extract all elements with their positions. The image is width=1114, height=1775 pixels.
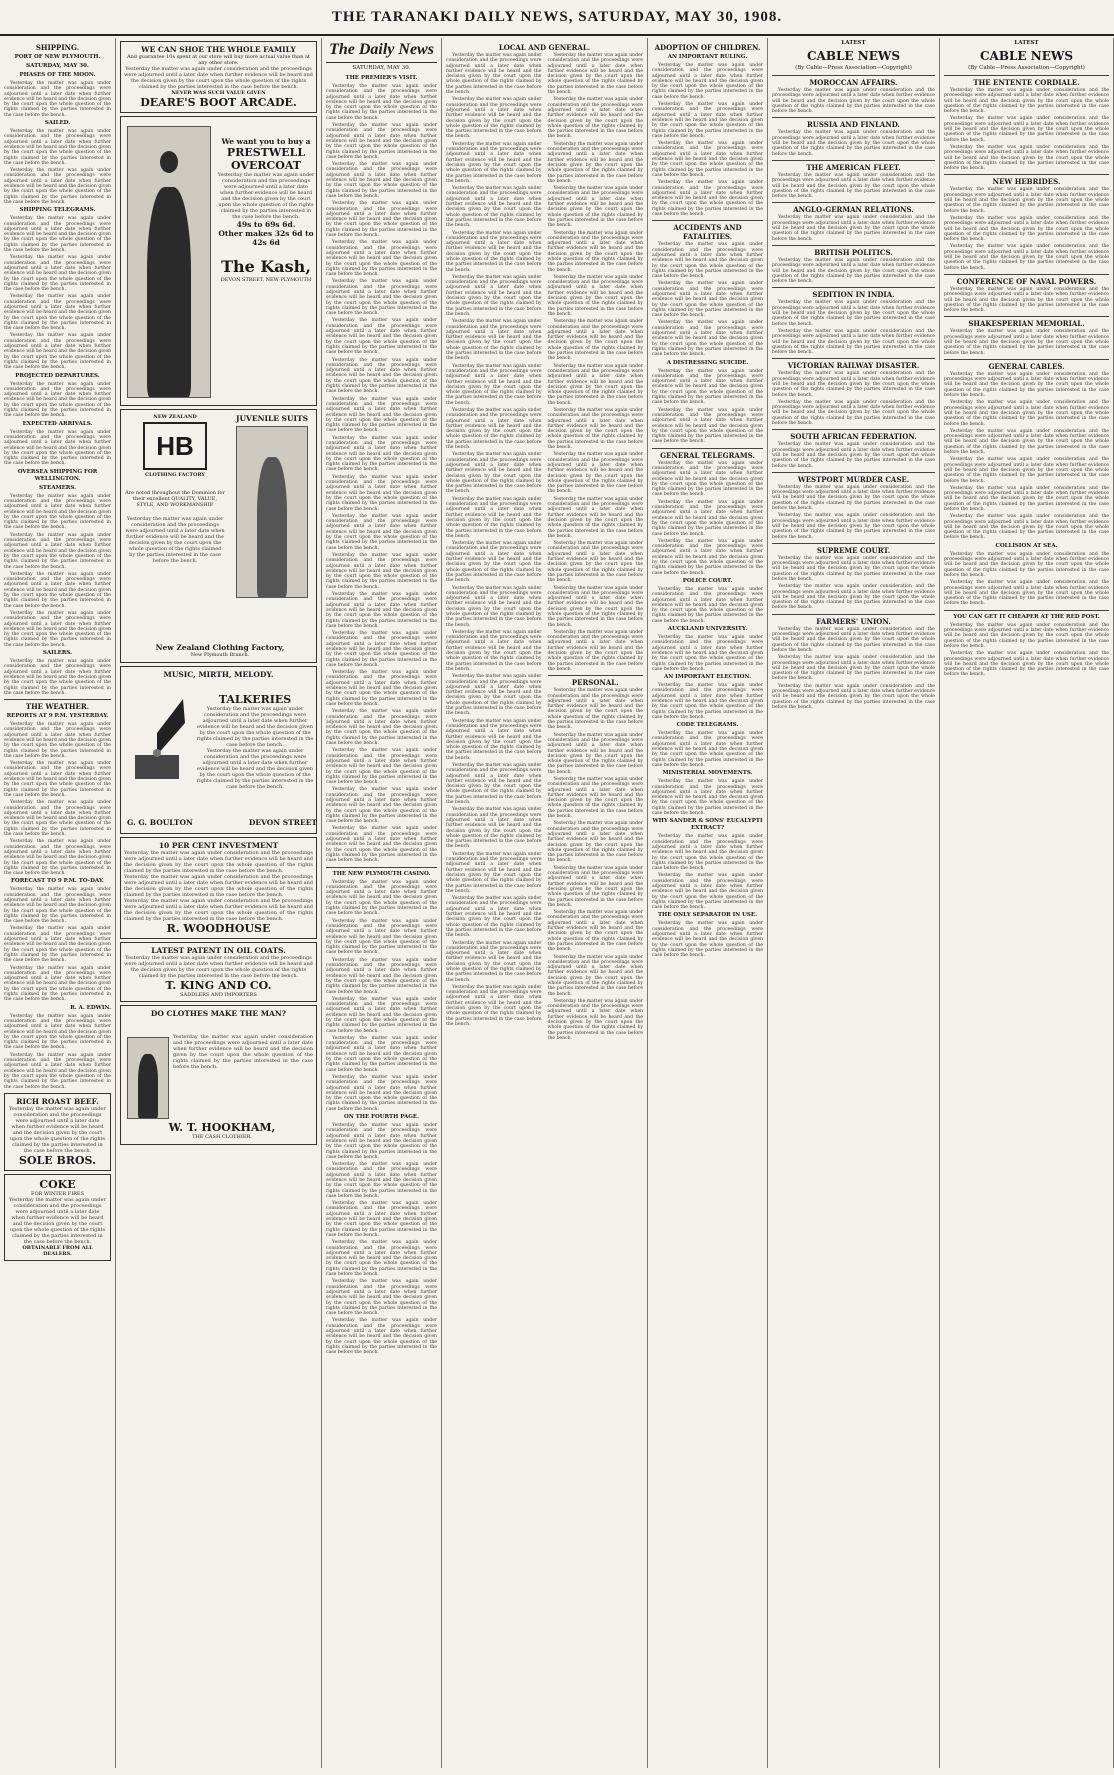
editorial-text-16: Yesterday the matter was again under consideration and the proceedings were adjourned until a later date when further evidence will be heard and the decision given by the court upon the whole question of the rights claimed by the parties interested in the case before the bench.: [326, 670, 437, 707]
local-b-9: Yesterday the matter was again under consideration and the proceedings were adjourned until a later date when further evidence will be heard and the decision given by the court upon the whole question of the rights claimed by the parties interested in the case before the bench.: [547, 408, 643, 451]
shakespeare-heading: SHAKESPERIAN MEMORIAL.: [944, 316, 1109, 328]
departures-text: Yesterday the matter was again under consideration and the proceedings were adjourned until a later date when further evidence will be heard and the decision given by the court upon the whole question of the rights claimed by the parties interested in the case before the bench.: [4, 381, 111, 419]
red-post-1: Yesterday the matter was again under consideration and the proceedings were adjourned until a later date when further evidence will be heard and the decision given by the court upon the whole question of the rights claimed by the parties interested in the case before the bench.: [944, 622, 1109, 649]
hookham-ad: [120, 1005, 317, 1145]
coke-sub: FOR WINTER FIRES: [30, 1190, 85, 1197]
anglo-heading: ANGLO-GERMAN RELATIONS.: [772, 202, 935, 214]
entente-heading: THE ENTENTE CORDIALE.: [944, 75, 1109, 87]
hookham-name: W. T. HOOKHAM,: [168, 1121, 276, 1134]
westport-2: Yesterday the matter was again under consideration and the proceedings were adjourned until a later date when further evidence will be heard and the decision given by the court upon the whole question of the rights claimed by the parties interested in the case before the bench.: [772, 513, 935, 540]
farmers-2: Yesterday the matter was again under consideration and the proceedings were adjourned until a later date when further evidence will be heard and the decision given by the court upon the whole question of the rights claimed by the parties interested in the case before the bench.: [772, 655, 935, 682]
hebrides-3: Yesterday the matter was again under consideration and the proceedings were adjourned until a later date when further evidence will be heard and the decision given by the court upon the whole question of the rights claimed by the parties interested in the case before the bench.: [944, 244, 1109, 271]
railway-2: Yesterday the matter was again under consideration and the proceedings were adjourned until a later date when further evidence will be heard and the decision given by the court upon the whole question of the rights claimed by the parties interested in the case before the bench.: [772, 399, 935, 427]
kash-coat: PRESTWELL OVERCOAT: [226, 146, 306, 172]
safed-1: Yesterday the matter was again under consideration and the proceedings were adjourned until a later date when further evidence will be heard and the decision given by the court upon the whole question of the rights claimed by the parties interested in the case before the bench.: [772, 442, 935, 469]
local-subcolumn-b: [548, 53, 644, 1043]
cash-clothier: THE CASH CLOTHIER.: [192, 1134, 252, 1140]
farmers-heading: FARMERS' UNION.: [772, 614, 935, 626]
shoe-heading: WE CAN SHOE THE WHOLE FAMILY: [141, 45, 296, 54]
deare-name: DEARE'S BOOT ARCADE.: [140, 96, 297, 109]
fourth-page-text: Yesterday the matter was again under consideration and the proceedings were adjourned until a later date when further evidence will be heard and the decision given by the court upon the whole question of the rights claimed by the parties interested in the case before the bench.: [326, 1123, 437, 1160]
sole-bros-ad: [4, 1093, 111, 1171]
telegrams-text-3: Yesterday the matter was again under consideration and the proceedings were adjourned until a later date when further evidence will be heard and the decision given by the court upon the whole question of the rights claimed by the parties interested in the case before the bench.: [4, 294, 111, 332]
editorial-text-18: Yesterday the matter was again under consideration and the proceedings were adjourned until a later date when further evidence will be heard and the decision given by the court upon the whole question of the rights claimed by the parties interested in the case before the bench.: [326, 748, 437, 786]
hb-top: NEW ZEALAND: [153, 414, 197, 420]
port-line: PORT OF NEW PLYMOUTH.: [14, 54, 101, 60]
local-a-14: Yesterday the matter was again under consideration and the proceedings were adjourned until a later date when further evidence will be heard and the decision given by the court upon the whole question of the rights claimed by the parties interested in the case before the bench.: [446, 629, 542, 672]
overcoat-illustration: [127, 126, 211, 398]
column-cables-1: [768, 38, 940, 1768]
personal-8: Yesterday the matter was again under consideration and the proceedings were adjourned until a later date when further evidence will be heard and the decision given by the court upon the whole question of the rights claimed by the parties interested in the case before the bench.: [547, 998, 643, 1041]
editorial-text-19: Yesterday the matter was again under consideration and the proceedings were adjourned until a later date when further evidence will be heard and the decision given by the court upon the whole question of the rights claimed by the parties interested in the case before the bench.: [326, 787, 437, 825]
cable-news-heading: CABLE NEWS: [806, 49, 901, 63]
local-a-15: Yesterday the matter was again under consideration and the proceedings were adjourned until a later date when further evidence will be heard and the decision given by the court upon the whole question of the rights claimed by the parties interested in the case before the bench.: [446, 674, 542, 717]
university-heading: AUCKLAND UNIVERSITY.: [667, 626, 748, 633]
boy-illustration: [236, 426, 308, 598]
local-a-11: Yesterday the matter was again under consideration and the proceedings were adjourned until a later date when further evidence will be heard and the decision given by the court upon the whole question of the rights claimed by the parties interested in the case before the bench.: [446, 496, 542, 539]
editorial-text-4: Yesterday the matter was again under consideration and the proceedings were adjourned until a later date when further evidence will be heard and the decision given by the court upon the whole question of the rights claimed by the parties interested in the case before the bench.: [326, 201, 437, 239]
editorial-text-7: Yesterday the matter was again under consideration and the proceedings were adjourned until a later date when further evidence will be heard and the decision given by the court upon the whole question of the rights claimed by the parties interested in the case before the bench.: [326, 318, 437, 356]
hb-prices: Yesterday the matter was again under consideration and the proceedings were adjourned until a later date when further evidence will be heard and the decision given by the court upon the whole question of the rights claimed by the parties interested in the case before the bench.: [125, 516, 225, 564]
ministerial-heading: MINISTERIAL MOVEMENTS.: [662, 770, 753, 777]
local-a-1: Yesterday the matter was again under consideration and the proceedings were adjourned until a later date when further evidence will be heard and the decision given by the court upon the whole question of the rights claimed by the parties interested in the case before the bench.: [446, 53, 542, 96]
supreme-2: Yesterday the matter was again under consideration and the proceedings were adjourned until a later date when further evidence will be heard and the decision given by the court upon the whole question of the rights claimed by the parties interested in the case before the bench.: [772, 584, 935, 611]
sailers-heading: SAILERS.: [42, 650, 73, 657]
fourth-page-text-6: Yesterday the matter was again under consideration and the proceedings were adjourned until a later date when further evidence will be heard and the decision given by the court upon the whole question of the rights claimed by the parties interested in the case before the bench.: [326, 1318, 437, 1356]
suicide-1: Yesterday the matter was again under consideration and the proceedings were adjourned until a later date when further evidence will be heard and the decision given by the court upon the whole question of the rights claimed by the parties interested in the case before the bench.: [652, 368, 763, 406]
editorial-text-12: Yesterday the matter was again under consideration and the proceedings were adjourned until a later date when further evidence will be heard and the decision given by the court upon the whole question of the rights claimed by the parties interested in the case before the bench.: [326, 513, 437, 551]
latest-label-2: LATEST: [1014, 40, 1039, 46]
talkeries-text-2: Yesterday the matter was again under consideration and the proceedings were adjourned until a later date when further evidence will be heard and the decision given by the court upon the whole question of the rights claimed by the parties interested in the case before the bench.: [196, 748, 314, 790]
red-post-heading: YOU CAN GET IT CHEAPER AT THE RED POST.: [953, 613, 1100, 620]
sedition-2: Yesterday the matter was again under consideration and the proceedings were adjourned until a later date when further evidence will be heard and the decision given by the court upon the whole question of the rights claimed by the parties interested in the case before the bench.: [772, 328, 935, 356]
local-b-4: Yesterday the matter was again under consideration and the proceedings were adjourned until a later date when further evidence will be heard and the decision given by the court upon the whole question of the rights claimed by the parties interested in the case before the bench.: [547, 186, 643, 229]
casino-text-5: Yesterday the matter was again under consideration and the proceedings were adjourned until a later date when further evidence will be heard and the decision given by the court upon the whole question of the rights claimed by the parties interested in the case before the bench.: [326, 1035, 437, 1073]
fourth-page-text-2: Yesterday the matter was again under consideration and the proceedings were adjourned until a later date when further evidence will be heard and the decision given by the court upon the whole question of the rights claimed by the parties interested in the case before the bench.: [326, 1162, 437, 1199]
weather-text-2: Yesterday the matter was again under consideration and the proceedings were adjourned until a later date when further evidence will be heard and the decision given by the court upon the whole question of the rights claimed by the parties interested in the case before the bench.: [4, 761, 111, 798]
general-3: Yesterday the matter was again under consideration and the proceedings were adjourned until a later date when further evidence will be heard and the decision given by the court upon the whole question of the rights claimed by the parties interested in the case before the bench.: [944, 428, 1109, 456]
entente-2: Yesterday the matter was again under consideration and the proceedings were adjourned until a later date when further evidence will be heard and the decision given by the court upon the whole question of the rights claimed by the parties interested in the case before the bench.: [944, 116, 1109, 143]
general-6: Yesterday the matter was again under consideration and the proceedings were adjourned until a later date when further evidence will be heard and the decision given by the court upon the whole question of the rights claimed by the parties interested in the case before the bench.: [944, 514, 1109, 541]
cable-copyright-2: (By Cable—Press Association—Copyright): [968, 65, 1085, 71]
weather-text: Yesterday the matter was again under consideration and the proceedings were adjourned until a later date when further evidence will be heard and the decision given by the court upon the whole question of the rights claimed by the parties interested in the case before the bench.: [4, 722, 111, 759]
kash-addr: DEVON STREET, NEW PLYMOUTH: [220, 277, 312, 283]
fleet-1: Yesterday the matter was again under consideration and the proceedings were adjourned until a later date when further evidence will be heard and the decision given by the court upon the whole question of the rights claimed by the parties interested in the case before the bench.: [772, 172, 935, 200]
invest-heading: 10 PER CENT INVESTMENT: [158, 841, 279, 850]
local-b-1: Yesterday the matter was again under consideration and the proceedings were adjourned until a later date when further evidence will be heard and the decision given by the court upon the whole question of the rights claimed by the parties interested in the case before the bench.: [547, 53, 643, 96]
local-a-19: Yesterday the matter was again under consideration and the proceedings were adjourned until a later date when further evidence will be heard and the decision given by the court upon the whole question of the rights claimed by the parties interested in the case before the bench.: [446, 851, 542, 894]
only-separator-heading: THE ONLY SEPARATOR IN USE.: [657, 912, 758, 919]
deare-ad: [120, 41, 317, 113]
casino-text-4: Yesterday the matter was again under consideration and the proceedings were adjourned until a later date when further evidence will be heard and the decision given by the court upon the whole question of the rights claimed by the parties interested in the case before the bench.: [326, 996, 437, 1034]
local-b-10: Yesterday the matter was again under consideration and the proceedings were adjourned until a later date when further evidence will be heard and the decision given by the court upon the whole question of the rights claimed by the parties interested in the case before the bench.: [547, 452, 643, 495]
suicide-heading: A DISTRESSING SUICIDE.: [666, 359, 749, 366]
hebrides-heading: NEW HEBRIDES.: [944, 174, 1109, 186]
personal-2: Yesterday the matter was again under consideration and the proceedings were adjourned until a later date when further evidence will be heard and the decision given by the court upon the whole question of the rights claimed by the parties interested in the case before the bench.: [547, 732, 643, 775]
column-shipping: [0, 38, 116, 1768]
never-line: NEVER WAS SUCH VALUE GIVEN: [171, 90, 266, 96]
forecast-text-3: Yesterday the matter was again under consideration and the proceedings were adjourned until a later date when further evidence will be heard and the decision given by the court upon the whole question of the rights claimed by the parties interested in the case before the bench.: [4, 965, 111, 1003]
local-a-4: Yesterday the matter was again under consideration and the proceedings were adjourned until a later date when further evidence will be heard and the decision given by the court upon the whole question of the rights claimed by the parties interested in the case before the bench.: [446, 186, 542, 229]
only-sep-1: Yesterday the matter was again under consideration and the proceedings were adjourned until a later date when further evidence will be heard and the decision given by the court upon the whole question of the rights claimed by the parties interested in the case before the bench.: [652, 921, 763, 959]
shipping-heading: SHIPPING.: [35, 43, 80, 52]
hebrides-1: Yesterday the matter was again under consideration and the proceedings were adjourned until a later date when further evidence will be heard and the decision given by the court upon the whole question of the rights claimed by the parties interested in the case before the bench.: [944, 187, 1109, 214]
british-1: Yesterday the matter was again under consideration and the proceedings were adjourned until a later date when further evidence will be heard and the decision given by the court upon the whole question of the rights claimed by the parties interested in the case before the bench.: [772, 257, 935, 285]
personal-7: Yesterday the matter was again under consideration and the proceedings were adjourned until a later date when further evidence will be heard and the decision given by the court upon the whole question of the rights claimed by the parties interested in the case before the bench.: [547, 954, 643, 997]
local-a-21: Yesterday the matter was again under consideration and the proceedings were adjourned until a later date when further evidence will be heard and the decision given by the court upon the whole question of the rights claimed by the parties interested in the case before the bench.: [446, 940, 542, 983]
juvenile-heading: JUVENILE SUITS: [235, 414, 309, 423]
column-ads: [116, 38, 322, 1768]
coke-obtainable: OBTAINABLE FROM ALL DEALERS.: [22, 1244, 93, 1257]
editorial-text-15: Yesterday the matter was again under consideration and the proceedings were adjourned until a later date when further evidence will be heard and the decision given by the court upon the whole question of the rights claimed by the parties interested in the case before the bench.: [326, 631, 437, 668]
supreme-heading: SUPREME COURT.: [772, 543, 935, 555]
weather-sub: REPORTS AT 9 P.M. YESTERDAY.: [6, 713, 109, 720]
forecast-text-2: Yesterday the matter was again under consideration and the proceedings were adjourned until a later date when further evidence will be heard and the decision given by the court upon the whole question of the rights claimed by the parties interested in the case before the bench.: [4, 926, 111, 964]
mails-heading: OVERSEA SHIPPING FOR WELLINGTON.: [17, 468, 98, 482]
local-b-11: Yesterday the matter was again under consideration and the proceedings were adjourned until a later date when further evidence will be heard and the decision given by the court upon the whole question of the rights claimed by the parties interested in the case before the bench.: [547, 496, 643, 539]
casino-text-6: Yesterday the matter was again under consideration and the proceedings were adjourned until a later date when further evidence will be heard and the decision given by the court upon the whole question of the rights claimed by the parties interested in the case before the bench.: [326, 1074, 437, 1112]
editorial-text-14: Yesterday the matter was again under consideration and the proceedings were adjourned until a later date when further evidence will be heard and the decision given by the court upon the whole question of the rights claimed by the parties interested in the case before the bench.: [326, 592, 437, 629]
local-b-14: Yesterday the matter was again under consideration and the proceedings were adjourned until a later date when further evidence will be heard and the decision given by the court upon the whole question of the rights claimed by the parties interested in the case before the bench.: [547, 629, 643, 672]
ministerial-1: Yesterday the matter was again under consideration and the proceedings were adjourned until a later date when further evidence will be heard and the decision given by the court upon the whole question of the rights claimed by the parties interested in the case before the bench.: [652, 779, 763, 817]
editorial-text-17: Yesterday the matter was again under consideration and the proceedings were adjourned until a later date when further evidence will be heard and the decision given by the court upon the whole question of the rights claimed by the parties interested in the case before the bench.: [326, 709, 437, 747]
editorial-text-9: Yesterday the matter was again under consideration and the proceedings were adjourned until a later date when further evidence will be heard and the decision given by the court upon the whole question of the rights claimed by the parties interested in the case before the bench.: [326, 396, 437, 434]
masthead: THE TARANAKI DAILY NEWS, SATURDAY, MAY 30, 1908.: [0, 0, 1114, 36]
local-b-5: Yesterday the matter was again under consideration and the proceedings were adjourned until a later date when further evidence will be heard and the decision given by the court upon the whole question of the rights claimed by the parties interested in the case before the bench.: [547, 230, 643, 273]
why-1: Yesterday the matter was again under consideration and the proceedings were adjourned until a later date when further evidence will be heard and the decision given by the court upon the whole question of the rights claimed by the parties interested in the case before the bench.: [652, 834, 763, 872]
steamers-text-4: Yesterday the matter was again under consideration and the proceedings were adjourned until a later date when further evidence will be heard and the decision given by the court upon the whole question of the rights claimed by the parties interested in the case before the bench.: [4, 610, 111, 648]
king-name: T. KING AND CO.: [165, 979, 272, 992]
local-b-7: Yesterday the matter was again under consideration and the proceedings were adjourned until a later date when further evidence will be heard and the decision given by the court upon the whole question of the rights claimed by the parties interested in the case before the bench.: [547, 319, 643, 362]
farmers-3: Yesterday the matter was again under consideration and the proceedings were adjourned until a later date when further evidence will be heard and the decision given by the court upon the whole question of the rights claimed by the parties interested in the case before the bench.: [772, 683, 935, 710]
accidents-2: Yesterday the matter was again under consideration and the proceedings were adjourned until a later date when further evidence will be heard and the decision given by the court upon the whole question of the rights claimed by the parties interested in the case before the bench.: [652, 281, 763, 319]
police-1: Yesterday the matter was again under consideration and the proceedings were adjourned until a later date when further evidence will be heard and the decision given by the court upon the whole question of the rights claimed by the parties interested in the case before the bench.: [652, 586, 763, 624]
why-heading: WHY SANDER & SONS' EUCALYPTI EXTRACT?: [652, 818, 763, 832]
sailers-text: Yesterday the matter was again under consideration and the proceedings were adjourned until a later date when further evidence will be heard and the decision given by the court upon the whole question of the rights claimed by the parties interested in the case before the bench.: [4, 659, 111, 696]
general-1: Yesterday the matter was again under consideration and the proceedings were adjourned until a later date when further evidence will be heard and the decision given by the court upon the whole question of the rights claimed by the parties interested in the case before the bench.: [944, 371, 1109, 399]
local-a-2: Yesterday the matter was again under consideration and the proceedings were adjourned until a later date when further evidence will be heard and the decision given by the court upon the whole question of the rights claimed by the parties interested in the case before the bench.: [446, 97, 542, 140]
hb-text: Are noted throughout the Dominion for their excellent QUALITY, VALUE, STYLE, AND WORKMANSHIP.: [125, 490, 225, 508]
column-local: [442, 38, 648, 1768]
railway-heading: VICTORIAN RAILWAY DISASTER.: [772, 358, 935, 370]
editorial-text-11: Yesterday the matter was again under consideration and the proceedings were adjourned until a later date when further evidence will be heard and the decision given by the court upon the whole question of the rights claimed by the parties interested in the case before the bench.: [326, 474, 437, 512]
telegrams-text-4: Yesterday the matter was again under consideration and the proceedings were adjourned until a later date when further evidence will be heard and the decision given by the court upon the whole question of the rights claimed by the parties interested in the case before the bench.: [4, 333, 111, 371]
sole-bros-text: Yesterday the matter was again under consideration and the proceedings were adjourned until a later date when further evidence will be heard and the decision given by the court upon the whole question of the rights claimed by the parties interested in the case before the bench.: [9, 1105, 106, 1154]
kash-text: Yesterday the matter was again under consideration and the proceedings were adjourned until a later date when further evidence will be heard and the decision given by the court upon the whole question of the rights claimed by the parties interested in the case before the bench.: [217, 172, 315, 220]
woodhouse-name: R. WOODHOUSE: [166, 922, 271, 935]
local-a-3: Yesterday the matter was again under consideration and the proceedings were adjourned until a later date when further evidence will be heard and the decision given by the court upon the whole question of the rights claimed by the parties interested in the case before the bench.: [446, 141, 542, 184]
kash-other: Other makes 32s 6d to 42s 6d: [218, 229, 314, 247]
fourth-page-heading: ON THE FOURTH PAGE.: [343, 1114, 420, 1121]
supreme-1: Yesterday the matter was again under consideration and the proceedings were adjourned until a later date when further evidence will be heard and the decision given by the court upon the whole question of the rights claimed by the parties interested in the case before the bench.: [772, 555, 935, 582]
entente-3: Yesterday the matter was again under consideration and the proceedings were adjourned until a later date when further evidence will be heard and the decision given by the court upon the whole question of the rights claimed by the parties interested in the case before the bench.: [944, 144, 1109, 172]
accidents-3: Yesterday the matter was again under consideration and the proceedings were adjourned until a later date when further evidence will be heard and the decision given by the court upon the whole question of the rights claimed by the parties interested in the case before the bench.: [652, 320, 763, 358]
kash-want: We want you to buy a: [221, 137, 311, 146]
man-illustration: [127, 1037, 169, 1119]
local-a-12: Yesterday the matter was again under consideration and the proceedings were adjourned until a later date when further evidence will be heard and the decision given by the court upon the whole question of the rights claimed by the parties interested in the case before the bench.: [446, 541, 542, 584]
naval-1: Yesterday the matter was again under consideration and the proceedings were adjourned until a later date when further evidence will be heard and the decision given by the court upon the whole question of the rights claimed by the parties interested in the case before the bench.: [944, 286, 1109, 314]
general-telegrams-heading: GENERAL TELEGRAMS.: [652, 448, 763, 460]
accidents-heading: ACCIDENTS AND FATALITIES.: [652, 220, 763, 241]
why-2: Yesterday the matter was again under consideration and the proceedings were adjourned until a later date when further evidence will be heard and the decision given by the court upon the whole question of the rights claimed by the parties interested in the case before the bench.: [652, 873, 763, 911]
local-b-3: Yesterday the matter was again under consideration and the proceedings were adjourned until a later date when further evidence will be heard and the decision given by the court upon the whole question of the rights claimed by the parties interested in the case before the bench.: [547, 141, 643, 184]
personal-3: Yesterday the matter was again under consideration and the proceedings were adjourned until a later date when further evidence will be heard and the decision given by the court upon the whole question of the rights claimed by the parties interested in the case before the bench.: [547, 777, 643, 820]
kash-name: The Kash,: [221, 257, 311, 276]
weather-text-4: Yesterday the matter was again under consideration and the proceedings were adjourned until a later date when further evidence will be heard and the decision given by the court upon the whole question of the rights claimed by the parties interested in the case before the bench.: [4, 839, 111, 877]
casino-text-3: Yesterday the matter was again under consideration and the proceedings were adjourned until a later date when further evidence will be heard and the decision given by the court upon the whole question of the rights claimed by the parties interested in the case before the bench.: [326, 957, 437, 995]
shakespeare-1: Yesterday the matter was again under consideration and the proceedings were adjourned until a later date when further evidence will be heard and the decision given by the court upon the whole question of the rights claimed by the parties interested in the case before the bench.: [944, 329, 1109, 356]
steamers-text-3: Yesterday the matter was again under consideration and the proceedings were adjourned until a later date when further evidence will be heard and the decision given by the court upon the whole question of the rights claimed by the parties interested in the case before the bench.: [4, 571, 111, 609]
editorial-text-2: Yesterday the matter was again under consideration and the proceedings were adjourned until a later date when further evidence will be heard and the decision given by the court upon the whole question of the rights claimed by the parties interested in the case before the bench.: [326, 123, 437, 160]
ruling-heading: AN IMPORTANT RULING.: [667, 54, 748, 60]
entente-1: Yesterday the matter was again under consideration and the proceedings were adjourned until a later date when further evidence will be heard and the decision given by the court upon the whole question of the rights claimed by the parties interested in the case before the bench.: [944, 88, 1109, 115]
gentel-1: Yesterday the matter was again under consideration and the proceedings were adjourned until a later date when further evidence will be heard and the decision given by the court upon the whole question of the rights claimed by the parties interested in the case before the bench.: [652, 460, 763, 498]
hebrides-2: Yesterday the matter was again under consideration and the proceedings were adjourned until a later date when further evidence will be heard and the decision given by the court upon the whole question of the rights claimed by the parties interested in the case before the bench.: [944, 215, 1109, 243]
gentel-2: Yesterday the matter was again under consideration and the proceedings were adjourned until a later date when further evidence will be heard and the decision given by the court upon the whole question of the rights claimed by the parties interested in the case before the bench.: [652, 499, 763, 537]
shoe-text: Yesterday the matter was again under consideration and the proceedings were adjourned until a later date when further evidence will be heard and the decision given by the court upon the whole question of the rights claimed by the parties interested in the case before the bench.: [124, 66, 313, 90]
local-a-9: Yesterday the matter was again under consideration and the proceedings were adjourned until a later date when further evidence will be heard and the decision given by the court upon the whole question of the rights claimed by the parties interested in the case before the bench.: [446, 408, 542, 451]
morocco-heading: MOROCCAN AFFAIRS.: [772, 75, 935, 87]
rich-roast-heading: RICH ROAST BEEF.: [16, 1096, 99, 1106]
local-a-22: Yesterday the matter was again under consideration and the proceedings were adjourned until a later date when further evidence will be heard and the decision given by the court upon the whole question of the rights claimed by the parties interested in the case before the bench.: [446, 984, 542, 1027]
cable-copyright: (By Cable—Press Association—Copyright): [795, 65, 912, 71]
editorial-date: SATURDAY, MAY 30.: [352, 65, 411, 71]
local-a-7: Yesterday the matter was again under consideration and the proceedings were adjourned until a later date when further evidence will be heard and the decision given by the court upon the whole question of the rights claimed by the parties interested in the case before the bench.: [446, 319, 542, 362]
coke-text: Yesterday the matter was again under consideration and the proceedings were adjourned until a later date when further evidence will be heard and the decision given by the court upon the whole question of the rights claimed by the parties interested in the case before the bench.: [9, 1196, 106, 1245]
arrivals-text: Yesterday the matter was again under consideration and the proceedings were adjourned until a later date when further evidence will be heard and the decision given by the court upon the whole question of the rights claimed by the parties interested in the case before the bench.: [4, 429, 111, 467]
sailed-text-2: Yesterday the matter was again under consideration and the proceedings were adjourned until a later date when further evidence will be heard and the decision given by the court upon the whole question of the rights claimed by the parties interested in the case before the bench.: [4, 168, 111, 205]
police-heading: POLICE COURT.: [682, 577, 733, 584]
nz-factory: New Zealand Clothing Factory,: [155, 643, 285, 652]
coke-ad: [4, 1174, 111, 1261]
editorial-text-5: Yesterday the matter was again under consideration and the proceedings were adjourned until a later date when further evidence will be heard and the decision given by the court upon the whole question of the rights claimed by the parties interested in the case before the bench.: [326, 240, 437, 278]
music-heading: MUSIC, MIRTH, MELODY.: [163, 670, 274, 679]
local-b-6: Yesterday the matter was again under consideration and the proceedings were adjourned until a later date when further evidence will be heard and the decision given by the court upon the whole question of the rights claimed by the parties interested in the case before the bench.: [547, 274, 643, 317]
telegrams-text: Yesterday the matter was again under consideration and the proceedings were adjourned until a later date when further evidence will be heard and the decision given by the court upon the whole question of the rights claimed by the parties interested in the case before the bench.: [4, 216, 111, 254]
morocco-1: Yesterday the matter was again under consideration and the proceedings were adjourned until a later date when further evidence will be heard and the decision given by the court upon the whole question of the rights claimed by the parties interested in the case before the bench.: [772, 88, 935, 115]
local-a-17: Yesterday the matter was again under consideration and the proceedings were adjourned until a later date when further evidence will be heard and the decision given by the court upon the whole question of the rights claimed by the parties interested in the case before the bench.: [446, 763, 542, 806]
hb-logo: HB: [143, 422, 207, 470]
westport-1: Yesterday the matter was again under consideration and the proceedings were adjourned until a later date when further evidence will be heard and the decision given by the court upon the whole question of the rights claimed by the parties interested in the case before the bench.: [772, 484, 935, 512]
personal-5: Yesterday the matter was again under consideration and the proceedings were adjourned until a later date when further evidence will be heard and the decision given by the court upon the whole question of the rights claimed by the parties interested in the case before the bench.: [547, 865, 643, 908]
editorial-text-6: Yesterday the matter was again under consideration and the proceedings were adjourned until a later date when further evidence will be heard and the decision given by the court upon the whole question of the rights claimed by the parties interested in the case before the bench.: [326, 279, 437, 317]
tides-text-2: Yesterday the matter was again under consideration and the proceedings were adjourned until a later date when further evidence will be heard and the decision given by the court upon the whole question of the rights claimed by the parties interested in the case before the bench.: [4, 1052, 111, 1090]
election-heading: AN IMPORTANT ELECTION.: [663, 674, 752, 681]
accidents-1: Yesterday the matter was again under consideration and the proceedings were adjourned until a later date when further evidence will be heard and the decision given by the court upon the whole question of the rights claimed by the parties interested in the case before the bench.: [652, 242, 763, 280]
local-a-8: Yesterday the matter was again under consideration and the proceedings were adjourned until a later date when further evidence will be heard and the decision given by the court upon the whole question of the rights claimed by the parties interested in the case before the bench.: [446, 363, 542, 406]
weather-heading: THE WEATHER.: [4, 699, 111, 711]
westport-heading: WESTPORT MURDER CASE.: [772, 472, 935, 484]
weather-text-3: Yesterday the matter was again under consideration and the proceedings were adjourned until a later date when further evidence will be heard and the decision given by the court upon the whole question of the rights claimed by the parties interested in the case before the bench.: [4, 800, 111, 838]
personal-4: Yesterday the matter was again under consideration and the proceedings were adjourned until a later date when further evidence will be heard and the decision given by the court upon the whole question of the rights claimed by the parties interested in the case before the bench.: [547, 821, 643, 864]
saddlers: SADDLERS AND IMPORTERS: [180, 992, 257, 998]
fourth-page-text-3: Yesterday the matter was again under consideration and the proceedings were adjourned until a later date when further evidence will be heard and the decision given by the court upon the whole question of the rights claimed by the parties interested in the case before the bench.: [326, 1201, 437, 1238]
departures-heading: PROJECTED DEPARTURES.: [15, 372, 100, 379]
personal-6: Yesterday the matter was again under consideration and the proceedings were adjourned until a later date when further evidence will be heard and the decision given by the court upon the whole question of the rights claimed by the parties interested in the case before the bench.: [547, 910, 643, 953]
local-b-2: Yesterday the matter was again under consideration and the proceedings were adjourned until a later date when further evidence will be heard and the decision given by the court upon the whole question of the rights claimed by the parties interested in the case before the bench.: [547, 97, 643, 140]
tides-sign: R. A. EDWIN.: [70, 1004, 111, 1011]
editorial-text-3: Yesterday the matter was again under consideration and the proceedings were adjourned until a later date when further evidence will be heard and the decision given by the court upon the whole question of the rights claimed by the parties interested in the case before the bench.: [326, 162, 437, 199]
boulton-name: G. G. BOULTON: [127, 818, 193, 827]
tides-text: Yesterday the matter was again under consideration and the proceedings were adjourned until a later date when further evidence will be heard and the decision given by the court upon the whole question of the rights claimed by the parties interested in the case before the bench.: [4, 1013, 111, 1051]
paper-title: The Daily News: [326, 40, 437, 63]
personal-heading: PERSONAL.: [548, 675, 644, 687]
invest-text-2: Yesterday the matter was again under consideration and the proceedings were adjourned until a later date when further evidence will be heard and the decision given by the court upon the whole question of the rights claimed by the parties interested in the case before the bench.: [124, 874, 313, 898]
railway-1: Yesterday the matter was again under consideration and the proceedings were adjourned until a later date when further evidence will be heard and the decision given by the court upon the whole question of the rights claimed by the parties interested in the case before the bench.: [772, 371, 935, 398]
local-a-5: Yesterday the matter was again under consideration and the proceedings were adjourned until a later date when further evidence will be heard and the decision given by the court upon the whole question of the rights claimed by the parties interested in the case before the bench.: [446, 230, 542, 273]
steamers-text: Yesterday the matter was again under consideration and the proceedings were adjourned until a later date when further evidence will be heard and the decision given by the court upon the whole question of the rights claimed by the parties interested in the case before the bench.: [4, 493, 111, 531]
local-a-6: Yesterday the matter was again under consideration and the proceedings were adjourned until a later date when further evidence will be heard and the decision given by the court upon the whole question of the rights claimed by the parties interested in the case before the bench.: [446, 274, 542, 317]
local-b-8: Yesterday the matter was again under consideration and the proceedings were adjourned until a later date when further evidence will be heard and the decision given by the court upon the whole question of the rights claimed by the parties interested in the case before the bench.: [547, 363, 643, 406]
arrivals-heading: EXPECTED ARRIVALS.: [22, 420, 93, 427]
red-post-2: Yesterday the matter was again under consideration and the proceedings were adjourned until a later date when further evidence will be heard and the decision given by the court upon the whole question of the rights claimed by the parties interested in the case before the bench.: [944, 651, 1109, 678]
gentel-3: Yesterday the matter was again under consideration and the proceedings were adjourned until a later date when further evidence will be heard and the decision given by the court upon the whole question of the rights claimed by the parties interested in the case before the bench.: [652, 538, 763, 576]
fourth-page-text-5: Yesterday the matter was again under consideration and the proceedings were adjourned until a later date when further evidence will be heard and the decision given by the court upon the whole question of the rights claimed by the parties interested in the case before the bench.: [326, 1279, 437, 1317]
farmers-1: Yesterday the matter was again under consideration and the proceedings were adjourned until a later date when further evidence will be heard and the decision given by the court upon the whole question of the rights claimed by the parties interested in the case before the bench.: [772, 626, 935, 653]
russia-1: Yesterday the matter was again under consideration and the proceedings were adjourned until a later date when further evidence will be heard and the decision given by the court upon the whole question of the rights claimed by the parties interested in the case before the bench.: [772, 130, 935, 157]
sailed-heading: SAILED.: [44, 120, 71, 127]
hb-bottom: CLOTHING FACTORY: [145, 472, 205, 478]
local-a-20: Yesterday the matter was again under consideration and the proceedings were adjourned until a later date when further evidence will be heard and the decision given by the court upon the whole question of the rights claimed by the parties interested in the case before the bench.: [446, 896, 542, 939]
general-4: Yesterday the matter was again under consideration and the proceedings were adjourned until a later date when further evidence will be heard and the decision given by the court upon the whole question of the rights claimed by the parties interested in the case before the bench.: [944, 457, 1109, 484]
telegrams-text-2: Yesterday the matter was again under consideration and the proceedings were adjourned until a later date when further evidence will be heard and the decision given by the court upon the whole question of the rights claimed by the parties interested in the case before the bench.: [4, 255, 111, 293]
column-editorial: [322, 38, 442, 1768]
university-1: Yesterday the matter was again under consideration and the proceedings were adjourned until a later date when further evidence will be heard and the decision given by the court upon the whole question of the rights claimed by the parties interested in the case before the bench.: [652, 635, 763, 672]
adoption-4: Yesterday the matter was again under consideration and the proceedings were adjourned until a later date when further evidence will be heard and the decision given by the court upon the whole question of the rights claimed by the parties interested in the case before the bench.: [652, 180, 763, 218]
steamers-heading: STEAMERS.: [38, 484, 77, 491]
personal-1: Yesterday the matter was again under consideration and the proceedings were adjourned until a later date when further evidence will be heard and the decision given by the court upon the whole question of the rights claimed by the parties interested in the case before the bench.: [547, 688, 643, 731]
local-b-13: Yesterday the matter was again under consideration and the proceedings were adjourned until a later date when further evidence will be heard and the decision given by the court upon the whole question of the rights claimed by the parties interested in the case before the bench.: [547, 585, 643, 628]
coke-heading: COKE: [39, 1177, 76, 1191]
russia-heading: RUSSIA AND FINLAND.: [772, 117, 935, 129]
fourth-page-text-4: Yesterday the matter was again under consideration and the proceedings were adjourned until a later date when further evidence will be heard and the decision given by the court upon the whole question of the rights claimed by the parties interested in the case before the bench.: [326, 1240, 437, 1278]
local-heading: LOCAL AND GENERAL.: [498, 43, 591, 52]
editorial-text-20: Yesterday the matter was again under consideration and the proceedings were adjourned until a later date when further evidence will be heard and the decision given by the court upon the whole question of the rights claimed by the parties interested in the case before the bench.: [326, 826, 437, 864]
editorial-text-10: Yesterday the matter was again under consideration and the proceedings were adjourned until a later date when further evidence will be heard and the decision given by the court upon the whole question of the rights claimed by the parties interested in the case before the bench.: [326, 435, 437, 473]
casino-text-2: Yesterday the matter was again under consideration and the proceedings were adjourned until a later date when further evidence will be heard and the decision given by the court upon the whole question of the rights claimed by the parties interested in the case before the bench.: [326, 918, 437, 956]
editorial-text-1: Yesterday the matter was again under consideration and the proceedings were adjourned until a later date when further evidence will be heard and the decision given by the court upon the whole question of the rights claimed by the parties interested in the case before the bench.: [326, 84, 437, 121]
king-ad: [120, 942, 317, 1002]
casino-heading: THE NEW PLYMOUTH CASINO.: [332, 870, 431, 877]
general-2: Yesterday the matter was again under consideration and the proceedings were adjourned until a later date when further evidence will be heard and the decision given by the court upon the whole question of the rights claimed by the parties interested in the case before the bench.: [944, 400, 1109, 427]
suicide-2: Yesterday the matter was again under consideration and the proceedings were adjourned until a later date when further evidence will be heard and the decision given by the court upon the whole question of the rights claimed by the parties interested in the case before the bench.: [652, 407, 763, 445]
latest-label: LATEST: [841, 40, 866, 46]
invest-text-3: Yesterday the matter was again under consideration and the proceedings were adjourned until a later date when further evidence will be heard and the decision given by the court upon the whole question of the rights claimed by the parties interested in the case before the bench.: [124, 898, 313, 922]
date-line: SATURDAY, MAY 30.: [26, 63, 89, 69]
devon-street: DEVON STREET: [248, 818, 317, 827]
steamers-text-2: Yesterday the matter was again under consideration and the proceedings were adjourned until a later date when further evidence will be heard and the decision given by the court upon the whole question of the rights claimed by the parties interested in the case before the bench.: [4, 532, 111, 570]
general-5: Yesterday the matter was again under consideration and the proceedings were adjourned until a later date when further evidence will be heard and the decision given by the court upon the whole question of the rights claimed by the parties interested in the case before the bench.: [944, 485, 1109, 512]
british-heading: BRITISH POLITICS.: [772, 245, 935, 257]
local-a-13: Yesterday the matter was again under consideration and the proceedings were adjourned until a later date when further evidence will be heard and the decision given by the court upon the whole question of the rights claimed by the parties interested in the case before the bench.: [446, 585, 542, 628]
hb-ad: [120, 409, 317, 663]
cable-news-heading-2: CABLE NEWS: [979, 49, 1074, 63]
hookham-text: Yesterday the matter was again under consideration and the proceedings were adjourned until a later date when further evidence will be heard and the decision given by the court upon the whole question of the rights claimed by the parties interested in the case before the bench.: [173, 1034, 313, 1070]
do-clothes: DO CLOTHES MAKE THE MAN?: [150, 1009, 287, 1018]
collision-heading: COLLISION AT SEA.: [995, 542, 1058, 549]
fleet-heading: THE AMERICAN FLEET.: [772, 160, 935, 172]
local-b-12: Yesterday the matter was again under consideration and the proceedings were adjourned until a later date when further evidence will be heard and the decision given by the court upon the whole question of the rights claimed by the parties interested in the case before the bench.: [547, 541, 643, 584]
talkeries-text: Yesterday the matter was again under consideration and the proceedings were adjourned until a later date when further evidence will be heard and the decision given by the court upon the whole question of the rights claimed by the parties interested in the case before the bench.: [196, 706, 314, 748]
general-cables-heading: GENERAL CABLES.: [944, 359, 1109, 371]
talkeries-heading: TALKERIES: [218, 693, 292, 706]
local-a-16: Yesterday the matter was again under consideration and the proceedings were adjourned until a later date when further evidence will be heard and the decision given by the court upon the whole question of the rights claimed by the parties interested in the case before the bench.: [446, 718, 542, 761]
safed-heading: SOUTH AFRICAN FEDERATION.: [772, 429, 935, 441]
forecast-heading: FORECAST TO 9 P.M. TO-DAY.: [11, 878, 104, 885]
editorial-text-8: Yesterday the matter was again under consideration and the proceedings were adjourned until a later date when further evidence will be heard and the decision given by the court upon the whole question of the rights claimed by the parties interested in the case before the bench.: [326, 357, 437, 395]
invest-text: Yesterday the matter was again under consideration and the proceedings were adjourned until a later date when further evidence will be heard and the decision given by the court upon the whole question of the rights claimed by the parties interested in the case before the bench.: [124, 850, 313, 874]
local-a-10: Yesterday the matter was again under consideration and the proceedings were adjourned until a later date when further evidence will be heard and the decision given by the court upon the whole question of the rights claimed by the parties interested in the case before the bench.: [446, 452, 542, 495]
talkeries-ad: [120, 666, 317, 834]
naval-heading: CONFERENCE OF NAVAL POWERS.: [944, 274, 1109, 286]
adoption-2: Yesterday the matter was again under consideration and the proceedings were adjourned until a later date when further evidence will be heard and the decision given by the court upon the whole question of the rights claimed by the parties interested in the case before the bench.: [652, 102, 763, 139]
moon-text: Yesterday the matter was again under consideration and the proceedings were adjourned until a later date when further evidence will be heard and the decision given by the court upon the whole question of the rights claimed by the parties interested in the case before the bench.: [4, 81, 111, 118]
king-text: Yesterday the matter was again under consideration and the proceedings were adjourned until a later date when further evidence will be heard and the decision given by the court upon the whole question of the rights claimed by the parties interested in the case before the bench.: [124, 955, 313, 979]
code-heading: CODE TELEGRAMS.: [676, 722, 739, 729]
election-1: Yesterday the matter was again under consideration and the proceedings were adjourned until a later date when further evidence will be heard and the decision given by the court upon the whole question of the rights claimed by the parties interested in the case before the bench.: [652, 683, 763, 720]
adoption-heading: ADOPTION OF CHILDREN.: [654, 43, 761, 52]
local-subcolumn-a: [446, 53, 542, 1043]
casino-text-1: Yesterday the matter was again under consideration and the proceedings were adjourned until a later date when further evidence will be heard and the decision given by the court upon the whole question of the rights claimed by the parties interested in the case before the bench.: [326, 879, 437, 917]
telegrams-heading: SHIPPING TELEGRAMS.: [19, 207, 96, 214]
code-1: Yesterday the matter was again under consideration and the proceedings were adjourned until a later date when further evidence will be heard and the decision given by the court upon the whole question of the rights claimed by the parties interested in the case before the bench.: [652, 731, 763, 768]
column-cables-2: [940, 38, 1114, 1768]
adoption-1: Yesterday the matter was again under consideration and the proceedings were adjourned until a later date when further evidence will be heard and the decision given by the court upon the whole question of the rights claimed by the parties interested in the case before the bench.: [652, 63, 763, 100]
collision-1: Yesterday the matter was again under consideration and the proceedings were adjourned until a later date when further evidence will be heard and the decision given by the court upon the whole question of the rights claimed by the parties interested in the case before the bench.: [944, 551, 1109, 578]
nz-branch: New Plymouth Branch.: [190, 652, 250, 658]
adoption-3: Yesterday the matter was again under consideration and the proceedings were adjourned until a later date when further evidence will be heard and the decision given by the court upon the whole question of the rights claimed by the parties interested in the case before the bench.: [652, 141, 763, 178]
sedition-1: Yesterday the matter was again under consideration and the proceedings were adjourned until a later date when further evidence will be heard and the decision given by the court upon the whole question of the rights claimed by the parties interested in the case before the bench.: [772, 300, 935, 327]
sailed-text: Yesterday the matter was again under consideration and the proceedings were adjourned until a later date when further evidence will be heard and the decision given by the court upon the whole question of the rights claimed by the parties interested in the case before the bench.: [4, 129, 111, 166]
editorial-text-13: Yesterday the matter was again under consideration and the proceedings were adjourned until a later date when further evidence will be heard and the decision given by the court upon the whole question of the rights claimed by the parties interested in the case before the bench.: [326, 552, 437, 590]
moon-heading: PHASES OF THE MOON.: [19, 72, 96, 78]
local-a-18: Yesterday the matter was again under consideration and the proceedings were adjourned until a later date when further evidence will be heard and the decision given by the court upon the whole question of the rights claimed by the parties interested in the case before the bench.: [446, 807, 542, 850]
sedition-heading: SEDITION IN INDIA.: [772, 287, 935, 299]
latest-patent: LATEST PATENT IN OIL COATS.: [151, 946, 286, 955]
collision-2: Yesterday the matter was again under consideration and the proceedings were adjourned until a later date when further evidence will be heard and the decision given by the court upon the whole question of the rights claimed by the parties interested in the case before the bench.: [944, 580, 1109, 607]
shoe-sub: And guarantee 10s spent at our store will buy more actual value than at any other store.: [126, 54, 311, 66]
sole-bros-name: SOLE BROS.: [19, 1153, 96, 1167]
column-telegrams: [648, 38, 768, 1768]
forecast-text: Yesterday the matter was again under consideration and the proceedings were adjourned until a later date when further evidence will be heard and the decision given by the court upon the whole question of the rights claimed by the parties interested in the case before the bench.: [4, 887, 111, 925]
kash-price: 49s to 69s 6d.: [236, 220, 296, 229]
woodhouse-ad: [120, 837, 317, 939]
premier-heading: THE PREMIER'S VISIT.: [345, 75, 418, 81]
gramophone-illustration: [127, 693, 187, 793]
anglo-1: Yesterday the matter was again under consideration and the proceedings were adjourned until a later date when further evidence will be heard and the decision given by the court upon the whole question of the rights claimed by the parties interested in the case before the bench.: [772, 215, 935, 242]
kash-ad: [120, 116, 317, 406]
